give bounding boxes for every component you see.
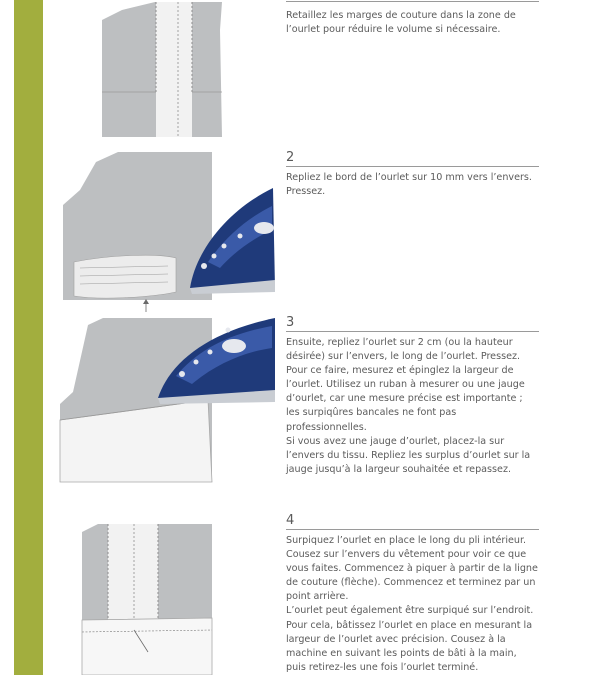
step-2-text: Repliez le bord de l’ourlet sur 10 mm vers l’envers. Pressez. xyxy=(286,172,532,198)
step-1-text: Retaillez les marges de couture dans la zone de l’ourlet pour réduire le volume si nécessaire. xyxy=(286,10,516,36)
illustrations-column xyxy=(58,0,280,675)
step-divider xyxy=(286,1,539,2)
step-3 xyxy=(286,316,539,477)
step-4 xyxy=(286,514,539,675)
illustration-step-4 xyxy=(82,524,212,675)
step-2 xyxy=(286,151,539,199)
illustration-step-1 xyxy=(102,2,222,137)
illustration-step-2 xyxy=(63,152,275,312)
step-2-number: 2 xyxy=(286,150,295,165)
step-3-text: Ensuite, repliez l’ourlet sur 2 cm (ou la hauteur désirée) sur l’envers, le long de l’ourlet. Pressez. Pour ce faire, mesurez et épinglez la largeur de l’ourlet. Utilisez un ruban à mesurer ou une jauge d’ourlet, car une mesure précise est importante ; les surpiqûres bancales ne font pas professionnelles. Si vous avez une jauge d’ourlet, placez-la sur l’envers du tissu. Repliez les surplus d’ourlet sur la jauge jusqu’à la largeur souhaitée et repassez. xyxy=(286,337,531,475)
step-divider xyxy=(286,331,539,332)
sidebar-accent-bar xyxy=(14,0,43,675)
step-1 xyxy=(286,1,539,37)
step-divider xyxy=(286,166,539,167)
step-4-text: Surpiquez l’ourlet en place le long du pli intérieur. Cousez sur l’envers du vêtement pour voir ce que vous faites. Commencez à piquer à partir de la ligne de couture (flèche). Commencez et terminez par un point arrière. L’ourlet peut également être surpiqué sur l’endroit. Pour cela, bâtissez l’ourlet en place en mesurant la largeur de l’ourlet avec précision. Cousez à la machine en suivant les points de bâti à la main, puis retirez-les une fois l’ourlet terminé. xyxy=(286,535,538,673)
step-4-number: 4 xyxy=(286,513,295,528)
illustration-step-3 xyxy=(60,318,275,482)
step-3-number: 3 xyxy=(286,315,295,330)
step-divider xyxy=(286,529,539,530)
